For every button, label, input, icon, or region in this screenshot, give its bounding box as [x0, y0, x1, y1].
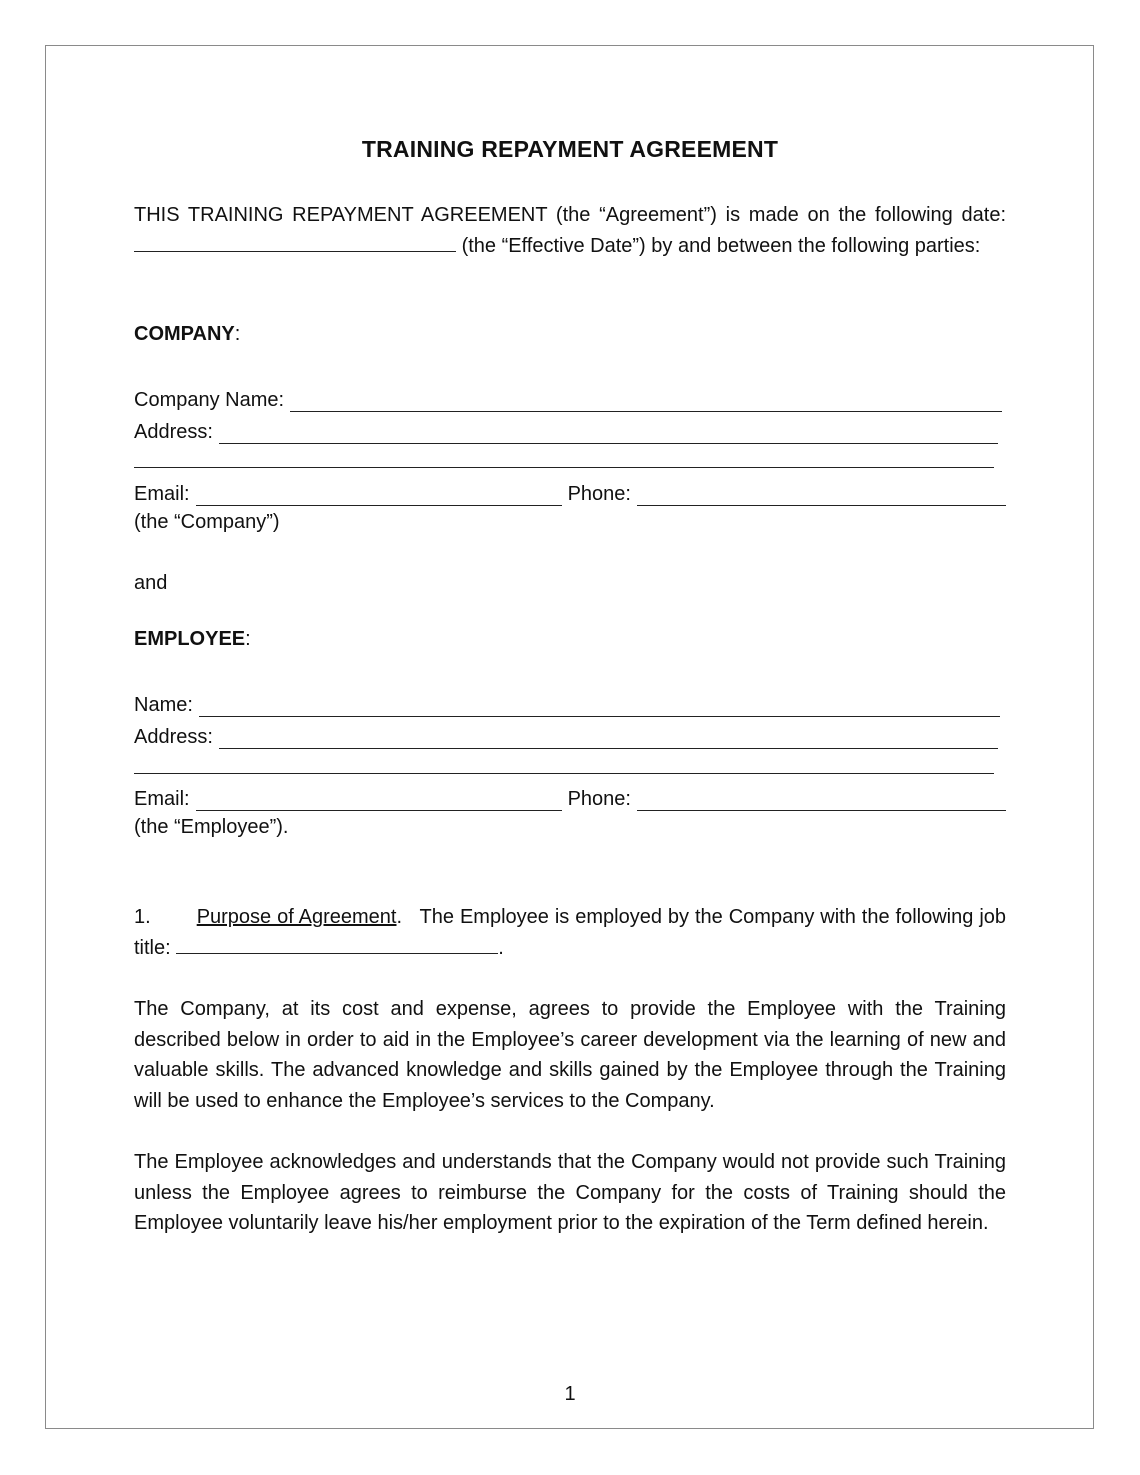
- company-address-label: Address:: [134, 421, 213, 443]
- and-text: and: [134, 572, 168, 594]
- company-address-row: [134, 414, 998, 444]
- page-number: 1: [564, 1383, 576, 1405]
- document-title: TRAINING REPAYMENT AGREEMENT: [361, 136, 779, 162]
- section-1-number: 1.: [134, 906, 151, 928]
- employee-address-label: Address:: [134, 726, 213, 748]
- company-name-row: [134, 382, 1002, 412]
- employee-address-line-2[interactable]: [134, 773, 994, 774]
- employee-email-label: Email:: [134, 788, 190, 810]
- company-contact-row: [134, 476, 1006, 506]
- employee-address-row: [134, 719, 998, 749]
- employee-address-field[interactable]: [219, 728, 998, 749]
- company-designation: (the “Company”): [134, 511, 280, 533]
- employee-phone-label: Phone:: [567, 788, 631, 810]
- employee-email-field[interactable]: [196, 790, 562, 811]
- employee-heading: EMPLOYEE:: [134, 628, 251, 650]
- intro-text-suffix: (the “Effective Date”) by and between the following parties:: [461, 234, 981, 257]
- job-title-blank[interactable]: [176, 935, 498, 954]
- employee-designation: (the “Employee”).: [134, 816, 289, 838]
- effective-date-blank[interactable]: [134, 233, 456, 252]
- employee-phone-field[interactable]: [637, 790, 1006, 811]
- company-phone-label: Phone:: [567, 483, 631, 505]
- employee-name-field[interactable]: [199, 696, 1000, 717]
- company-address-line-2[interactable]: [134, 467, 994, 468]
- section-1-text: The Employee is employed by the Company with the following job title:: [134, 906, 1007, 959]
- employee-contact-row: [134, 781, 1006, 811]
- company-address-field[interactable]: [219, 423, 998, 444]
- company-name-field[interactable]: [290, 391, 1002, 412]
- paragraph-reimbursement: The Employee acknowledges and understands that the Company would not provide such Training unless the Employee agrees to reimburse the Company for the costs of Training should the Employee voluntarily leave his/her employment prior to the expiration of the Term defined herein.: [134, 1151, 1006, 1234]
- paragraph-training-provision: The Company, at its cost and expense, agrees to provide the Employee with the Training described below in order to aid in the Employee’s career development via the learning of new and valuable skills. The advanced knowledge and skills gained by the Employee through the Training will be used to enhance the Employee’s services to the Company.: [134, 998, 1006, 1112]
- employee-name-label: Name:: [134, 694, 193, 716]
- company-email-field[interactable]: [196, 485, 562, 506]
- intro-paragraph: [134, 200, 1006, 261]
- section-1: 1. Purpose of Agreement. The Employee is employed by the Company with the following job title: .: [134, 906, 1007, 959]
- employee-name-row: [134, 687, 1000, 717]
- company-email-label: Email:: [134, 483, 190, 505]
- company-name-label: Company Name:: [134, 389, 285, 411]
- company-phone-field[interactable]: [637, 485, 1006, 506]
- intro-text-prefix: THIS TRAINING REPAYMENT AGREEMENT (the “Agreement”) is made on the following date:: [134, 204, 1006, 226]
- section-1-heading: Purpose of Agreement: [196, 906, 397, 928]
- company-heading: COMPANY:: [134, 323, 241, 345]
